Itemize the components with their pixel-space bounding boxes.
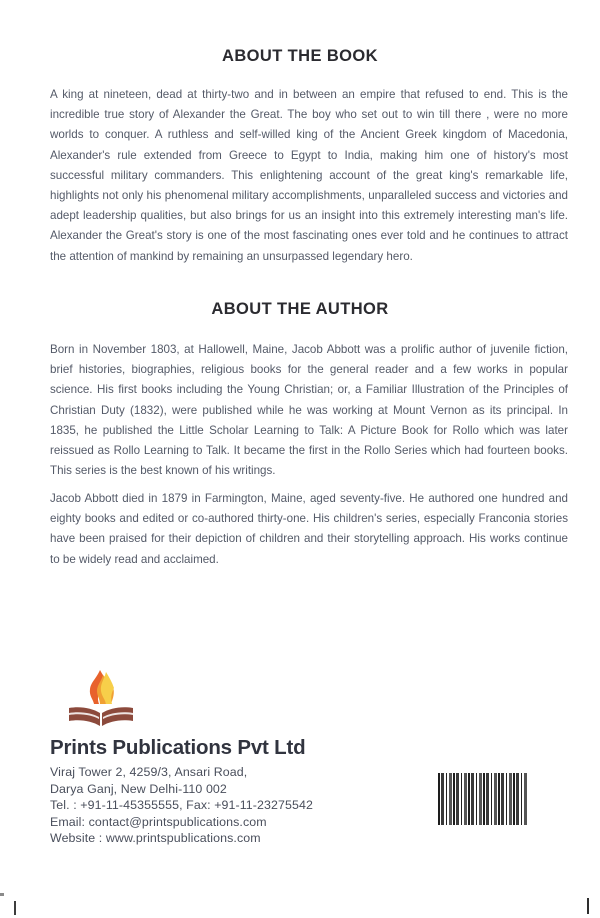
crop-mark-left-vertical bbox=[14, 901, 16, 915]
about-the-author-paragraph-2: Jacob Abbott died in 1879 in Farmington, Maine, aged seventy-five. He authored one hundred and eighty books and edited or co-authored thirty-one. His children's series, especially Franconia stories have been praised for their depiction of children and their storytelling approach. His works continue to be widely read and acclaimed. bbox=[50, 492, 568, 566]
email-line: Email: contact@printspublications.com bbox=[50, 814, 267, 829]
website-line: Website : www.printspublications.com bbox=[50, 831, 261, 846]
publisher-name: Prints Publications Pvt Ltd bbox=[50, 736, 306, 759]
about-the-author-text-first bbox=[50, 340, 568, 481]
about-the-book-text bbox=[50, 85, 568, 267]
barcode-block bbox=[437, 766, 529, 834]
ean13-barcode-icon bbox=[438, 773, 528, 825]
about-the-author-paragraph-1: Born in November 1803, at Hallowell, Maine, Jacob Abbott was a prolific author of juvenile fiction, brief histories, biographies, religious books for the general reader and a few works in popular science. His first books including the Young Christian; or, a Familiar Illustration of the Principles of Christian Duty (1832), were published while he was working at Mount Vernon as its principal. In 1835, he published the Little Scholar Learning to Talk: A Picture Book for Rollo which was later reissued as Rollo Learning to Talk. It became the first in the Rollo Series which had fourteen books. This series is the best known of his writings. bbox=[50, 343, 568, 478]
address-line-2: Darya Ganj, New Delhi-110 002 bbox=[50, 781, 227, 796]
crop-mark-left-tick bbox=[0, 893, 4, 896]
barcode-digits-text bbox=[437, 826, 529, 834]
open-book-with-flame-icon bbox=[66, 668, 136, 730]
about-the-author-heading: ABOUT THE AUTHOR bbox=[211, 300, 389, 318]
barcode-isbn-text bbox=[437, 766, 529, 772]
address-line-1: Viraj Tower 2, 4259/3, Ansari Road, bbox=[50, 765, 248, 779]
about-the-book-heading: ABOUT THE BOOK bbox=[222, 47, 378, 65]
publisher-logo bbox=[66, 668, 136, 730]
telephone-line: Tel. : +91-11-45355555, Fax: +91-11-23275542 bbox=[50, 798, 313, 813]
about-the-author-text-second bbox=[50, 489, 568, 570]
about-the-book-paragraph: A king at nineteen, dead at thirty-two and in between an empire that refused to end. This is the incredible true story of Alexander the Great. The boy who set out to win till there , were no more worlds to conquer. A ruthless and self-willed king of the Ancient Greek kingdom of Macedonia, Alexander's rule extended from Greece to Egypt to India, making him one of history's most successful military commanders. This enlightening account of the great king's remarkable life, highlights not only his phenomenal military accomplishments, unparalleled success and victories and adept leadership qualities, but also brings for us an insight into this extremely interesting man's life. Alexander the Great's story is one of the most fascinating ones ever told and he continues to attract the attention of mankind by remaining an unsurpassed legendary hero. bbox=[50, 88, 568, 263]
publisher-contact-block bbox=[50, 764, 380, 847]
publisher-block bbox=[50, 668, 380, 847]
crop-mark-right-vertical bbox=[587, 898, 589, 914]
